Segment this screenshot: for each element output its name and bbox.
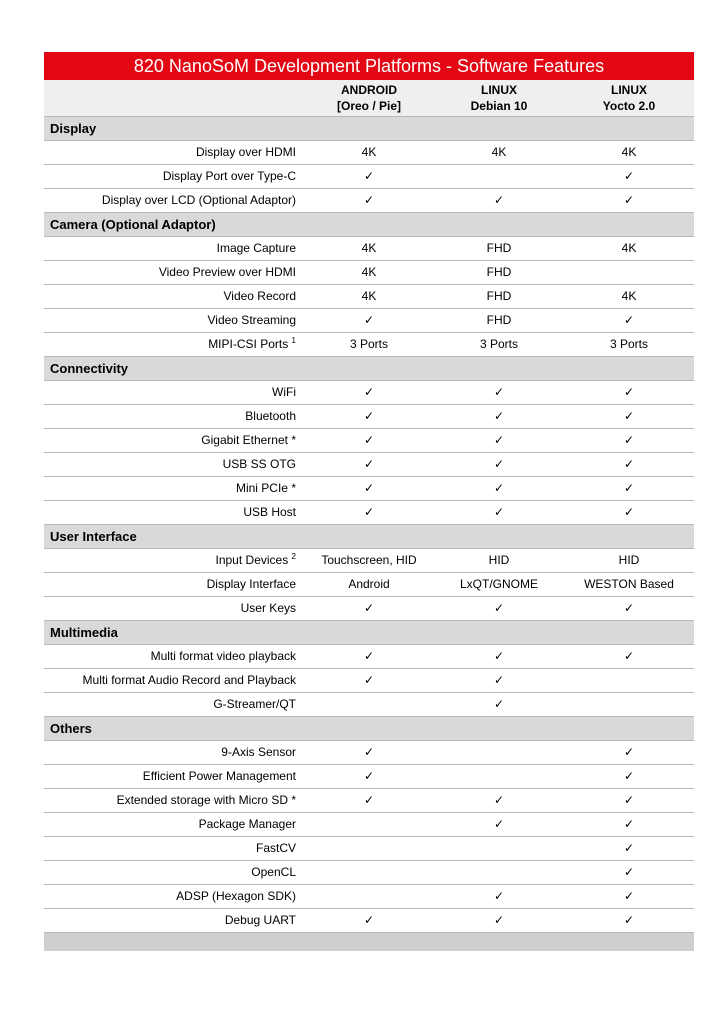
table-row (44, 597, 694, 621)
table-row (44, 669, 694, 693)
value-cell: HID (488, 553, 510, 567)
feature-label: USB Host (243, 505, 296, 519)
feature-cell (44, 861, 304, 884)
value-cell (434, 741, 564, 764)
feature-cell (44, 765, 304, 788)
table-row (44, 549, 694, 573)
section-header: Connectivity (44, 357, 694, 381)
check-icon: ✓ (363, 313, 375, 327)
feature-cell (44, 645, 304, 668)
table-body (44, 117, 694, 933)
check-icon: ✓ (623, 841, 635, 855)
table-row (44, 885, 694, 909)
check-icon: ✓ (363, 193, 375, 207)
value-cell (434, 861, 564, 884)
check-icon: ✓ (363, 601, 375, 615)
feature-cell (44, 381, 304, 404)
value-cell: Touchscreen, HID (321, 553, 417, 567)
feature-label: Multi format Audio Record and Playback (82, 673, 296, 687)
feature-label: ADSP (Hexagon SDK) (176, 889, 296, 903)
table-row (44, 909, 694, 933)
check-icon: ✓ (623, 817, 635, 831)
feature-label: Display over HDMI (195, 145, 296, 159)
feature-label: Display over LCD (Optional Adaptor) (101, 193, 296, 207)
value-cell (564, 669, 694, 692)
check-icon: ✓ (623, 433, 635, 447)
feature-cell (44, 453, 304, 476)
feature-cell (44, 429, 304, 452)
section-header: Display (44, 117, 694, 141)
check-icon: ✓ (363, 793, 375, 807)
check-icon: ✓ (623, 889, 635, 903)
value-cell: 4K (621, 145, 637, 159)
feature-cell (44, 285, 304, 308)
column-header-linux-debian: LINUX Debian 10 (470, 83, 528, 113)
table-row (44, 381, 694, 405)
check-icon: ✓ (623, 865, 635, 879)
table-row (44, 309, 694, 333)
feature-cell (44, 189, 304, 212)
table-row (44, 573, 694, 597)
value-cell: 3 Ports (349, 337, 388, 351)
table-title: 820 NanoSoM Development Platforms - Software Features (44, 52, 694, 80)
feature-label: Efficient Power Management (142, 769, 296, 783)
table-row (44, 813, 694, 837)
value-cell: 4K (621, 289, 637, 303)
feature-label: Input Devices (215, 553, 289, 567)
table-row (44, 261, 694, 285)
value-cell: 4K (361, 289, 377, 303)
check-icon: ✓ (493, 817, 505, 831)
section-header: User Interface (44, 525, 694, 549)
feature-cell (44, 261, 304, 284)
check-icon: ✓ (363, 673, 375, 687)
feature-cell (44, 549, 304, 572)
feature-cell (44, 837, 304, 860)
value-cell (304, 813, 434, 836)
table-row (44, 477, 694, 501)
check-icon: ✓ (363, 505, 375, 519)
feature-label: USB SS OTG (222, 457, 296, 471)
feature-cell (44, 597, 304, 620)
feature-label: User Keys (240, 601, 296, 615)
table-row (44, 789, 694, 813)
value-cell: 3 Ports (609, 337, 648, 351)
table-row (44, 189, 694, 213)
value-cell (564, 261, 694, 284)
table-row (44, 285, 694, 309)
check-icon: ✓ (493, 481, 505, 495)
column-header-row (44, 80, 694, 117)
check-icon: ✓ (363, 457, 375, 471)
table-row (44, 333, 694, 357)
table-row (44, 645, 694, 669)
table-row (44, 693, 694, 717)
feature-table (44, 52, 694, 951)
value-cell: 4K (361, 241, 377, 255)
check-icon: ✓ (363, 649, 375, 663)
feature-label: Gigabit Ethernet * (201, 433, 296, 447)
table-footer (44, 933, 694, 951)
feature-label: MIPI-CSI Ports (208, 337, 289, 351)
check-icon: ✓ (493, 409, 505, 423)
check-icon: ✓ (493, 433, 505, 447)
value-cell: 4K (361, 265, 377, 279)
check-icon: ✓ (623, 193, 635, 207)
value-cell (434, 165, 564, 188)
column-header-android: ANDROID [Oreo / Pie] (336, 83, 401, 113)
feature-label: WiFi (272, 385, 296, 399)
table-row (44, 165, 694, 189)
table-row (44, 765, 694, 789)
feature-cell (44, 741, 304, 764)
check-icon: ✓ (623, 649, 635, 663)
feature-cell (44, 789, 304, 812)
value-cell: 4K (621, 241, 637, 255)
value-cell: LxQT/GNOME (459, 577, 538, 591)
check-icon: ✓ (623, 745, 635, 759)
check-icon: ✓ (623, 769, 635, 783)
check-icon: ✓ (493, 457, 505, 471)
check-icon: ✓ (493, 385, 505, 399)
check-icon: ✓ (363, 769, 375, 783)
feature-label: OpenCL (251, 865, 296, 879)
value-cell: FHD (486, 289, 512, 303)
value-cell (304, 837, 434, 860)
check-icon: ✓ (623, 481, 635, 495)
check-icon: ✓ (623, 505, 635, 519)
feature-cell (44, 693, 304, 716)
check-icon: ✓ (493, 649, 505, 663)
value-cell (304, 861, 434, 884)
feature-label: FastCV (255, 841, 296, 855)
check-icon: ✓ (623, 313, 635, 327)
feature-cell (44, 165, 304, 188)
feature-label: Multi format video playback (150, 649, 296, 663)
feature-label: Package Manager (198, 817, 296, 831)
feature-cell (44, 669, 304, 692)
check-icon: ✓ (623, 913, 635, 927)
value-cell: 4K (491, 145, 507, 159)
check-icon: ✓ (493, 793, 505, 807)
value-cell (434, 837, 564, 860)
feature-label: Display Port over Type-C (162, 169, 296, 183)
feature-cell (44, 813, 304, 836)
column-header-linux-yocto: LINUX Yocto 2.0 (602, 83, 656, 113)
value-cell: FHD (486, 241, 512, 255)
value-cell (434, 765, 564, 788)
check-icon: ✓ (623, 457, 635, 471)
feature-cell (44, 885, 304, 908)
feature-label: Image Capture (216, 241, 296, 255)
value-cell: WESTON Based (584, 577, 674, 591)
table-row (44, 429, 694, 453)
feature-cell (44, 141, 304, 164)
table-row (44, 741, 694, 765)
feature-label: Debug UART (224, 913, 296, 927)
check-icon: ✓ (623, 793, 635, 807)
feature-label: Video Streaming (207, 313, 296, 327)
table-row (44, 861, 694, 885)
table-row (44, 453, 694, 477)
feature-column-header (44, 80, 304, 116)
section-header: Camera (Optional Adaptor) (44, 213, 694, 237)
value-cell (304, 885, 434, 908)
value-cell: FHD (486, 313, 512, 327)
check-icon: ✓ (493, 889, 505, 903)
value-cell (304, 693, 434, 716)
check-icon: ✓ (363, 745, 375, 759)
section-header: Others (44, 717, 694, 741)
check-icon: ✓ (623, 409, 635, 423)
feature-cell (44, 405, 304, 428)
check-icon: ✓ (363, 913, 375, 927)
feature-cell (44, 309, 304, 332)
feature-label: G-Streamer/QT (213, 697, 296, 711)
feature-label: Display Interface (206, 577, 296, 591)
feature-cell (44, 477, 304, 500)
table-row (44, 501, 694, 525)
check-icon: ✓ (363, 433, 375, 447)
check-icon: ✓ (363, 169, 375, 183)
feature-label: Extended storage with Micro SD * (116, 793, 296, 807)
check-icon: ✓ (363, 385, 375, 399)
check-icon: ✓ (493, 913, 505, 927)
value-cell: HID (618, 553, 640, 567)
check-icon: ✓ (363, 409, 375, 423)
table-row (44, 837, 694, 861)
value-cell: 4K (361, 145, 377, 159)
check-icon: ✓ (493, 601, 505, 615)
feature-label: Video Preview over HDMI (158, 265, 296, 279)
table-row (44, 141, 694, 165)
feature-label: Video Record (223, 289, 296, 303)
footnote-marker: 1 (291, 336, 296, 345)
section-header: Multimedia (44, 621, 694, 645)
feature-label: 9-Axis Sensor (221, 745, 296, 759)
feature-cell (44, 501, 304, 524)
footnote-marker: 2 (291, 552, 296, 561)
feature-cell (44, 909, 304, 932)
feature-cell (44, 237, 304, 260)
check-icon: ✓ (363, 481, 375, 495)
check-icon: ✓ (493, 673, 505, 687)
feature-cell (44, 333, 304, 356)
feature-label: Mini PCIe * (235, 481, 296, 495)
value-cell: Android (348, 577, 390, 591)
table-row (44, 237, 694, 261)
check-icon: ✓ (493, 697, 505, 711)
check-icon: ✓ (493, 193, 505, 207)
value-cell: FHD (486, 265, 512, 279)
check-icon: ✓ (623, 601, 635, 615)
check-icon: ✓ (493, 505, 505, 519)
value-cell (564, 693, 694, 716)
feature-label: Bluetooth (245, 409, 296, 423)
value-cell: 3 Ports (479, 337, 518, 351)
check-icon: ✓ (623, 385, 635, 399)
check-icon: ✓ (623, 169, 635, 183)
table-row (44, 405, 694, 429)
feature-cell (44, 573, 304, 596)
